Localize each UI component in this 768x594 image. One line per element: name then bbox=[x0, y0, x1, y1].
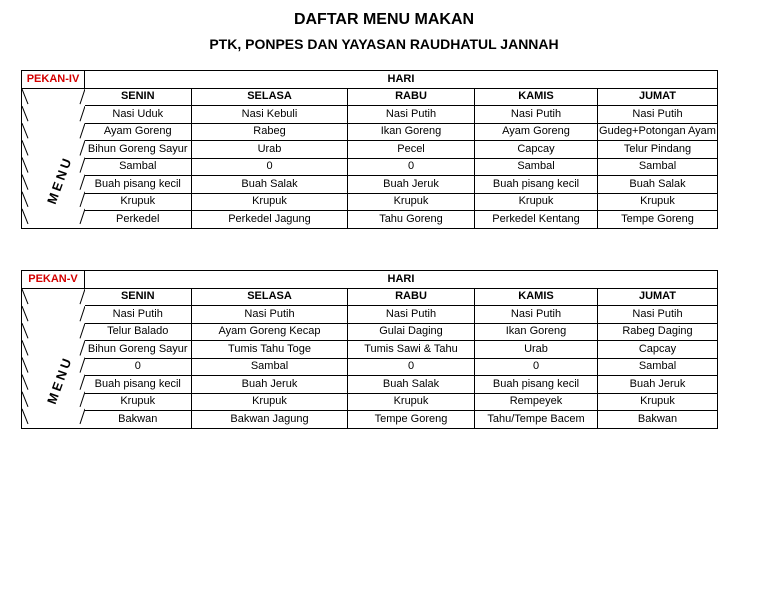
menu-cell: Buah pisang kecil bbox=[475, 176, 598, 194]
pekan-iv-table-block bbox=[21, 70, 717, 229]
menu-cell: Krupuk bbox=[598, 193, 718, 211]
menu-vertical-label: MENU bbox=[44, 153, 76, 206]
menu-cell: Nasi Uduk bbox=[85, 106, 192, 124]
table-row bbox=[22, 393, 718, 411]
day-header-row bbox=[22, 88, 718, 106]
page-subtitle: PTK, PONPES DAN YAYASAN RAUDHATUL JANNAH bbox=[209, 36, 559, 52]
table-row bbox=[22, 106, 718, 124]
table-row bbox=[22, 323, 718, 341]
menu-cell: Ayam Goreng bbox=[85, 123, 192, 141]
menu-cell: Ikan Goreng bbox=[475, 323, 598, 341]
menu-cell: Telur Pindang bbox=[598, 141, 718, 159]
menu-cell: Nasi Putih bbox=[348, 106, 475, 124]
menu-cell: Nasi Putih bbox=[475, 106, 598, 124]
menu-cell: Perkedel Jagung bbox=[192, 211, 348, 229]
day-header-selasa: SELASA bbox=[192, 88, 348, 106]
menu-cell: Nasi Putih bbox=[348, 306, 475, 324]
week-label: PEKAN-IV bbox=[22, 71, 85, 89]
menu-cell: Krupuk bbox=[85, 393, 192, 411]
menu-cell: Krupuk bbox=[475, 193, 598, 211]
menu-cell: Sambal bbox=[192, 358, 348, 376]
menu-cell: Urab bbox=[475, 341, 598, 359]
menu-cell: Ikan Goreng bbox=[348, 123, 475, 141]
day-header-selasa: SELASA bbox=[192, 288, 348, 306]
table-row bbox=[22, 411, 718, 429]
table-row bbox=[22, 306, 718, 324]
table-row bbox=[22, 193, 718, 211]
menu-cell: Capcay bbox=[598, 341, 718, 359]
menu-cell: Gulai Daging bbox=[348, 323, 475, 341]
menu-cell: Ayam Goreng Kecap bbox=[192, 323, 348, 341]
menu-cell: Rabeg Daging bbox=[598, 323, 718, 341]
menu-cell: Bihun Goreng Sayur bbox=[85, 141, 192, 159]
table-header-row bbox=[22, 71, 718, 89]
menu-cell: Urab bbox=[192, 141, 348, 159]
day-header-rabu: RABU bbox=[348, 88, 475, 106]
menu-cell: Nasi Putih bbox=[598, 106, 718, 124]
menu-cell: Buah pisang kecil bbox=[85, 376, 192, 394]
table-row bbox=[22, 141, 718, 159]
page-title: DAFTAR MENU MAKAN bbox=[293, 11, 475, 28]
menu-cell: Pecel bbox=[348, 141, 475, 159]
menu-cell: 0 bbox=[348, 158, 475, 176]
hari-header: HARI bbox=[85, 271, 718, 289]
day-header-jumat: JUMAT bbox=[598, 288, 718, 306]
table-row bbox=[22, 123, 718, 141]
menu-cell: Rabeg bbox=[192, 123, 348, 141]
menu-cell: Rempeyek bbox=[475, 393, 598, 411]
table-row bbox=[22, 158, 718, 176]
menu-cell: Bakwan bbox=[85, 411, 192, 429]
menu-cell: Sambal bbox=[475, 158, 598, 176]
menu-cell: Sambal bbox=[85, 158, 192, 176]
pekan-v-table-block bbox=[21, 270, 717, 429]
menu-table-pekan-v bbox=[21, 270, 718, 429]
day-header-senin: SENIN bbox=[85, 288, 192, 306]
menu-cell: Buah Salak bbox=[348, 376, 475, 394]
day-header-kamis: KAMIS bbox=[475, 288, 598, 306]
table-row bbox=[22, 341, 718, 359]
menu-cell: Nasi Putih bbox=[598, 306, 718, 324]
menu-cell: Tahu/Tempe Bacem bbox=[475, 411, 598, 429]
menu-cell: Gudeg+Potongan Ayam bbox=[598, 123, 718, 141]
menu-cell: Sambal bbox=[598, 358, 718, 376]
menu-cell: Bakwan bbox=[598, 411, 718, 429]
menu-cell: Krupuk bbox=[598, 393, 718, 411]
menu-cell: Nasi Putih bbox=[192, 306, 348, 324]
menu-side-label-cell bbox=[22, 88, 85, 228]
hari-header: HARI bbox=[85, 71, 718, 89]
menu-cell: Bihun Goreng Sayur bbox=[85, 341, 192, 359]
menu-cell: Perkedel bbox=[85, 211, 192, 229]
menu-cell: Buah pisang kecil bbox=[475, 376, 598, 394]
menu-cell: Nasi Putih bbox=[85, 306, 192, 324]
menu-cell: Capcay bbox=[475, 141, 598, 159]
menu-cell: Tempe Goreng bbox=[598, 211, 718, 229]
day-header-rabu: RABU bbox=[348, 288, 475, 306]
day-header-senin: SENIN bbox=[85, 88, 192, 106]
menu-cell: Tumis Sawi & Tahu bbox=[348, 341, 475, 359]
menu-cell: Tempe Goreng bbox=[348, 411, 475, 429]
menu-cell: Bakwan Jagung bbox=[192, 411, 348, 429]
menu-cell: Perkedel Kentang bbox=[475, 211, 598, 229]
menu-cell: Buah pisang kecil bbox=[85, 176, 192, 194]
menu-cell: Buah Jeruk bbox=[348, 176, 475, 194]
table-row bbox=[22, 376, 718, 394]
menu-cell: Buah Salak bbox=[192, 176, 348, 194]
menu-table-pekan-iv bbox=[21, 70, 718, 229]
table-row bbox=[22, 358, 718, 376]
table-row bbox=[22, 176, 718, 194]
menu-cell: Tahu Goreng bbox=[348, 211, 475, 229]
menu-cell: Buah Jeruk bbox=[192, 376, 348, 394]
menu-cell: Krupuk bbox=[192, 393, 348, 411]
menu-cell: Krupuk bbox=[192, 193, 348, 211]
week-label: PEKAN-V bbox=[22, 271, 85, 289]
menu-vertical-label: MENU bbox=[44, 353, 76, 406]
day-header-jumat: JUMAT bbox=[598, 88, 718, 106]
day-header-row bbox=[22, 288, 718, 306]
menu-cell: Nasi Putih bbox=[475, 306, 598, 324]
menu-cell: Ayam Goreng bbox=[475, 123, 598, 141]
menu-cell: 0 bbox=[192, 158, 348, 176]
menu-cell: Buah Salak bbox=[598, 176, 718, 194]
menu-cell: Krupuk bbox=[348, 193, 475, 211]
menu-cell: 0 bbox=[348, 358, 475, 376]
table-header-row bbox=[22, 271, 718, 289]
menu-cell: 0 bbox=[85, 358, 192, 376]
menu-side-label-cell bbox=[22, 288, 85, 428]
menu-cell: Telur Balado bbox=[85, 323, 192, 341]
menu-cell: Krupuk bbox=[85, 193, 192, 211]
menu-cell: Tumis Tahu Toge bbox=[192, 341, 348, 359]
table-row bbox=[22, 211, 718, 229]
menu-cell: 0 bbox=[475, 358, 598, 376]
menu-cell: Krupuk bbox=[348, 393, 475, 411]
day-header-kamis: KAMIS bbox=[475, 88, 598, 106]
menu-cell: Sambal bbox=[598, 158, 718, 176]
menu-cell: Nasi Kebuli bbox=[192, 106, 348, 124]
menu-cell: Buah Jeruk bbox=[598, 376, 718, 394]
